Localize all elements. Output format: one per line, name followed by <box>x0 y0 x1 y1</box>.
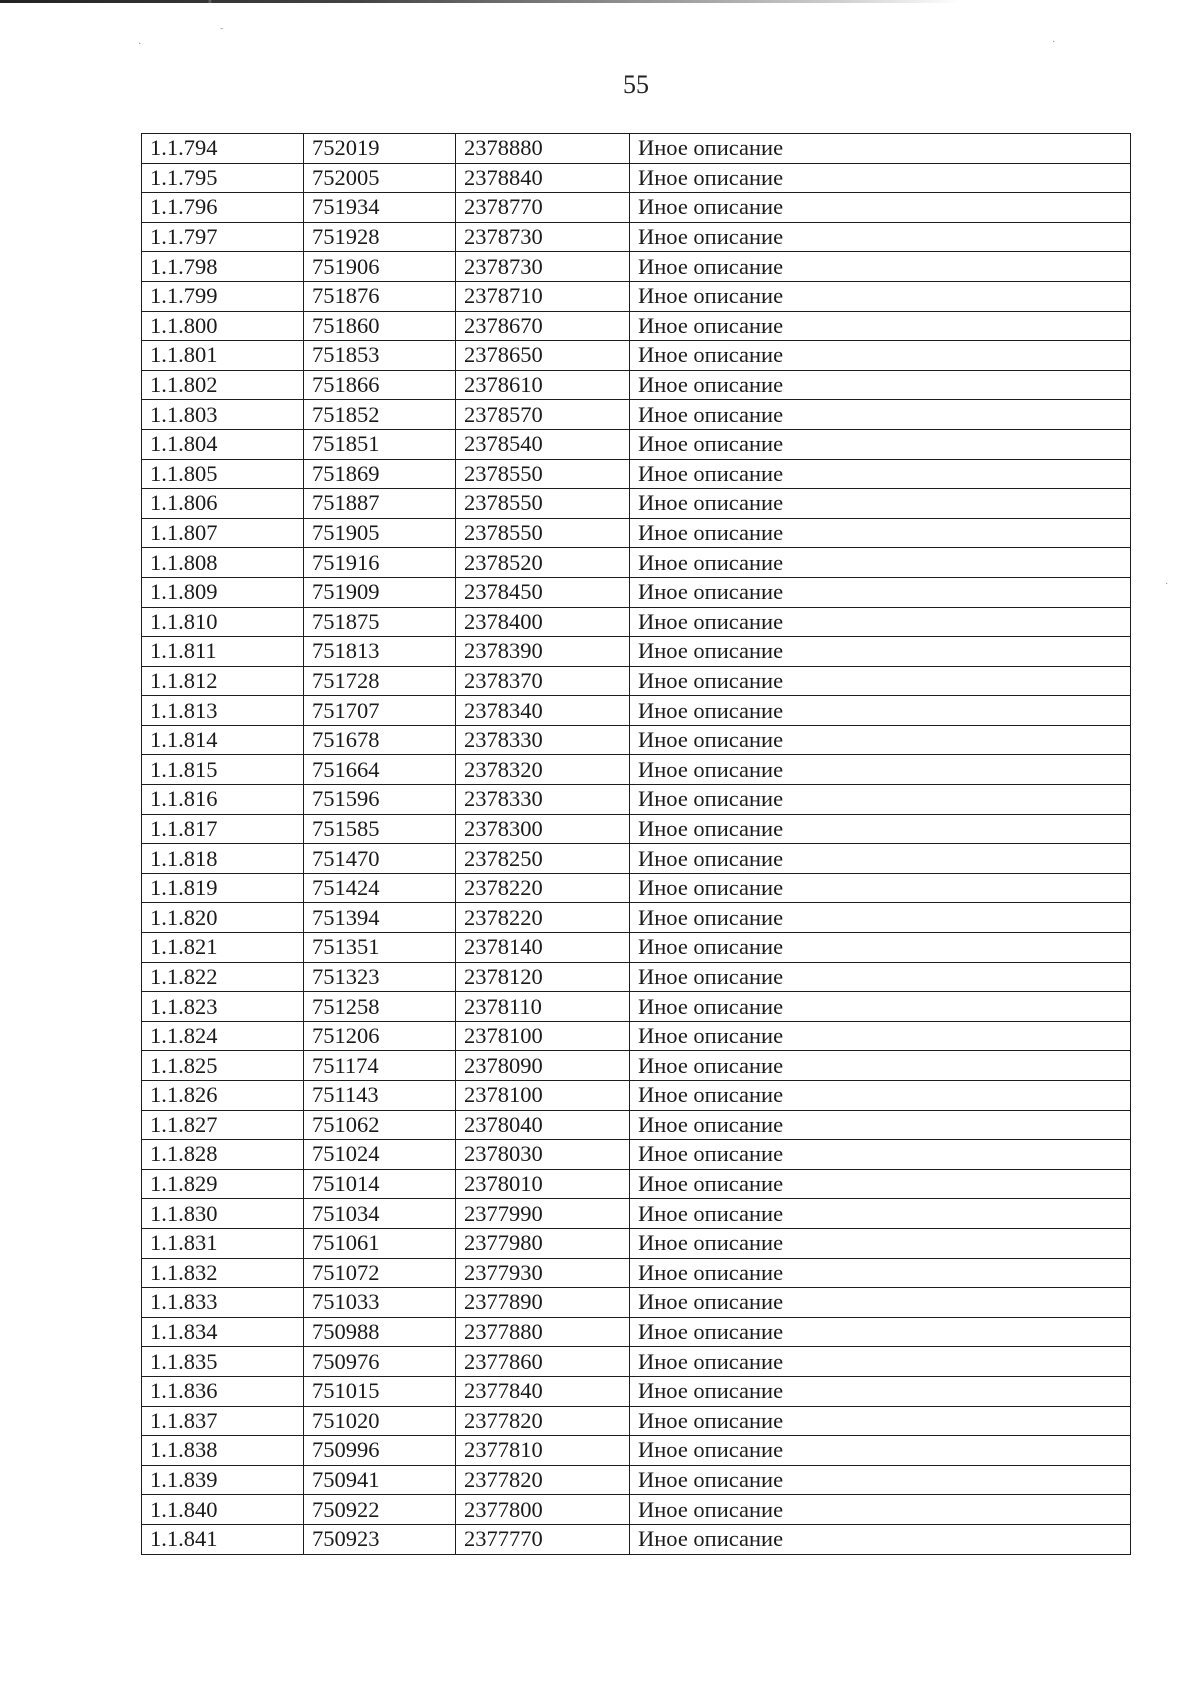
coordinates-table <box>141 133 1131 1555</box>
point-number-cell: 1.1.839 <box>142 1465 304 1495</box>
description-cell: Иное описание <box>630 1110 1131 1140</box>
point-number-cell: 1.1.822 <box>142 962 304 992</box>
table-row <box>142 1169 1131 1199</box>
y-coordinate-cell: 2378450 <box>456 577 630 607</box>
table-row <box>142 873 1131 903</box>
point-number-cell: 1.1.802 <box>142 370 304 400</box>
x-coordinate-cell: 752019 <box>304 134 456 164</box>
table-row <box>142 163 1131 193</box>
x-coordinate-cell: 751585 <box>304 814 456 844</box>
description-cell: Иное описание <box>630 1021 1131 1051</box>
point-number-cell: 1.1.799 <box>142 281 304 311</box>
table-row <box>142 311 1131 341</box>
y-coordinate-cell: 2378650 <box>456 341 630 371</box>
point-number-cell: 1.1.820 <box>142 903 304 933</box>
table-row <box>142 459 1131 489</box>
y-coordinate-cell: 2378100 <box>456 1081 630 1111</box>
y-coordinate-cell: 2378320 <box>456 755 630 785</box>
y-coordinate-cell: 2378120 <box>456 962 630 992</box>
point-number-cell: 1.1.837 <box>142 1406 304 1436</box>
point-number-cell: 1.1.795 <box>142 163 304 193</box>
y-coordinate-cell: 2378550 <box>456 459 630 489</box>
description-cell: Иное описание <box>630 992 1131 1022</box>
description-cell: Иное описание <box>630 1199 1131 1229</box>
table-row <box>142 1317 1131 1347</box>
table-row <box>142 134 1131 164</box>
table-row <box>142 1081 1131 1111</box>
description-cell: Иное описание <box>630 341 1131 371</box>
x-coordinate-cell: 751072 <box>304 1258 456 1288</box>
point-number-cell: 1.1.794 <box>142 134 304 164</box>
description-cell: Иное описание <box>630 134 1131 164</box>
point-number-cell: 1.1.830 <box>142 1199 304 1229</box>
x-coordinate-cell: 751206 <box>304 1021 456 1051</box>
point-number-cell: 1.1.831 <box>142 1228 304 1258</box>
description-cell: Иное описание <box>630 637 1131 667</box>
x-coordinate-cell: 750996 <box>304 1436 456 1466</box>
y-coordinate-cell: 2378400 <box>456 607 630 637</box>
point-number-cell: 1.1.813 <box>142 696 304 726</box>
table-row <box>142 193 1131 223</box>
description-cell: Иное описание <box>630 459 1131 489</box>
description-cell: Иное описание <box>630 577 1131 607</box>
y-coordinate-cell: 2378730 <box>456 252 630 282</box>
point-number-cell: 1.1.815 <box>142 755 304 785</box>
point-number-cell: 1.1.800 <box>142 311 304 341</box>
x-coordinate-cell: 751351 <box>304 933 456 963</box>
x-coordinate-cell: 751813 <box>304 637 456 667</box>
x-coordinate-cell: 751853 <box>304 341 456 371</box>
x-coordinate-cell: 752005 <box>304 163 456 193</box>
y-coordinate-cell: 2378550 <box>456 489 630 519</box>
y-coordinate-cell: 2377890 <box>456 1288 630 1318</box>
description-cell: Иное описание <box>630 429 1131 459</box>
x-coordinate-cell: 750922 <box>304 1495 456 1525</box>
table-row <box>142 1376 1131 1406</box>
description-cell: Иное описание <box>630 489 1131 519</box>
point-number-cell: 1.1.806 <box>142 489 304 519</box>
scan-artifact-mark: · <box>1052 37 1056 48</box>
y-coordinate-cell: 2377990 <box>456 1199 630 1229</box>
description-cell: Иное описание <box>630 666 1131 696</box>
x-coordinate-cell: 751934 <box>304 193 456 223</box>
description-cell: Иное описание <box>630 281 1131 311</box>
table-row <box>142 1347 1131 1377</box>
point-number-cell: 1.1.832 <box>142 1258 304 1288</box>
x-coordinate-cell: 751728 <box>304 666 456 696</box>
description-cell: Иное описание <box>630 1376 1131 1406</box>
x-coordinate-cell: 751061 <box>304 1228 456 1258</box>
table-row <box>142 1199 1131 1229</box>
table-row <box>142 725 1131 755</box>
y-coordinate-cell: 2378090 <box>456 1051 630 1081</box>
point-number-cell: 1.1.798 <box>142 252 304 282</box>
point-number-cell: 1.1.796 <box>142 193 304 223</box>
coordinates-table-body <box>142 134 1131 1555</box>
y-coordinate-cell: 2378540 <box>456 429 630 459</box>
description-cell: Иное описание <box>630 1495 1131 1525</box>
page-number: 55 <box>623 70 649 99</box>
description-cell: Иное описание <box>630 962 1131 992</box>
point-number-cell: 1.1.819 <box>142 873 304 903</box>
point-number-cell: 1.1.803 <box>142 400 304 430</box>
description-cell: Иное описание <box>630 1436 1131 1466</box>
table-row <box>142 429 1131 459</box>
description-cell: Иное описание <box>630 903 1131 933</box>
y-coordinate-cell: 2378040 <box>456 1110 630 1140</box>
y-coordinate-cell: 2378390 <box>456 637 630 667</box>
description-cell: Иное описание <box>630 400 1131 430</box>
point-number-cell: 1.1.827 <box>142 1110 304 1140</box>
point-number-cell: 1.1.804 <box>142 429 304 459</box>
x-coordinate-cell: 751869 <box>304 459 456 489</box>
x-coordinate-cell: 750941 <box>304 1465 456 1495</box>
point-number-cell: 1.1.818 <box>142 844 304 874</box>
table-row <box>142 755 1131 785</box>
table-row <box>142 607 1131 637</box>
point-number-cell: 1.1.838 <box>142 1436 304 1466</box>
x-coordinate-cell: 750988 <box>304 1317 456 1347</box>
table-row <box>142 1228 1131 1258</box>
description-cell: Иное описание <box>630 311 1131 341</box>
x-coordinate-cell: 751024 <box>304 1140 456 1170</box>
x-coordinate-cell: 750976 <box>304 1347 456 1377</box>
table-row <box>142 281 1131 311</box>
point-number-cell: 1.1.817 <box>142 814 304 844</box>
y-coordinate-cell: 2377840 <box>456 1376 630 1406</box>
point-number-cell: 1.1.814 <box>142 725 304 755</box>
x-coordinate-cell: 751470 <box>304 844 456 874</box>
y-coordinate-cell: 2377770 <box>456 1524 630 1554</box>
table-row <box>142 518 1131 548</box>
x-coordinate-cell: 751852 <box>304 400 456 430</box>
point-number-cell: 1.1.810 <box>142 607 304 637</box>
point-number-cell: 1.1.840 <box>142 1495 304 1525</box>
y-coordinate-cell: 2378220 <box>456 873 630 903</box>
table-row <box>142 637 1131 667</box>
description-cell: Иное описание <box>630 725 1131 755</box>
x-coordinate-cell: 751174 <box>304 1051 456 1081</box>
x-coordinate-cell: 751678 <box>304 725 456 755</box>
description-cell: Иное описание <box>630 163 1131 193</box>
y-coordinate-cell: 2378140 <box>456 933 630 963</box>
description-cell: Иное описание <box>630 370 1131 400</box>
x-coordinate-cell: 751062 <box>304 1110 456 1140</box>
point-number-cell: 1.1.833 <box>142 1288 304 1318</box>
y-coordinate-cell: 2377980 <box>456 1228 630 1258</box>
description-cell: Иное описание <box>630 844 1131 874</box>
table-row <box>142 1524 1131 1554</box>
y-coordinate-cell: 2378730 <box>456 222 630 252</box>
description-cell: Иное описание <box>630 1140 1131 1170</box>
point-number-cell: 1.1.824 <box>142 1021 304 1051</box>
description-cell: Иное описание <box>630 548 1131 578</box>
y-coordinate-cell: 2378880 <box>456 134 630 164</box>
x-coordinate-cell: 751906 <box>304 252 456 282</box>
table-row <box>142 666 1131 696</box>
description-cell: Иное описание <box>630 1228 1131 1258</box>
x-coordinate-cell: 751875 <box>304 607 456 637</box>
description-cell: Иное описание <box>630 1051 1131 1081</box>
description-cell: Иное описание <box>630 1524 1131 1554</box>
y-coordinate-cell: 2378520 <box>456 548 630 578</box>
table-row <box>142 1140 1131 1170</box>
description-cell: Иное описание <box>630 785 1131 815</box>
table-row <box>142 1465 1131 1495</box>
point-number-cell: 1.1.801 <box>142 341 304 371</box>
x-coordinate-cell: 751916 <box>304 548 456 578</box>
y-coordinate-cell: 2378330 <box>456 725 630 755</box>
x-coordinate-cell: 751323 <box>304 962 456 992</box>
y-coordinate-cell: 2378710 <box>456 281 630 311</box>
point-number-cell: 1.1.805 <box>142 459 304 489</box>
description-cell: Иное описание <box>630 222 1131 252</box>
y-coordinate-cell: 2378610 <box>456 370 630 400</box>
y-coordinate-cell: 2378330 <box>456 785 630 815</box>
description-cell: Иное описание <box>630 696 1131 726</box>
x-coordinate-cell: 751034 <box>304 1199 456 1229</box>
x-coordinate-cell: 751033 <box>304 1288 456 1318</box>
point-number-cell: 1.1.826 <box>142 1081 304 1111</box>
x-coordinate-cell: 751394 <box>304 903 456 933</box>
point-number-cell: 1.1.812 <box>142 666 304 696</box>
y-coordinate-cell: 2378550 <box>456 518 630 548</box>
table-row <box>142 400 1131 430</box>
point-number-cell: 1.1.823 <box>142 992 304 1022</box>
table-row <box>142 1288 1131 1318</box>
table-row <box>142 370 1131 400</box>
x-coordinate-cell: 750923 <box>304 1524 456 1554</box>
x-coordinate-cell: 751424 <box>304 873 456 903</box>
x-coordinate-cell: 751866 <box>304 370 456 400</box>
x-coordinate-cell: 751596 <box>304 785 456 815</box>
point-number-cell: 1.1.821 <box>142 933 304 963</box>
table-row <box>142 696 1131 726</box>
description-cell: Иное описание <box>630 518 1131 548</box>
description-cell: Иное описание <box>630 607 1131 637</box>
table-row <box>142 548 1131 578</box>
x-coordinate-cell: 751851 <box>304 429 456 459</box>
point-number-cell: 1.1.797 <box>142 222 304 252</box>
point-number-cell: 1.1.808 <box>142 548 304 578</box>
point-number-cell: 1.1.807 <box>142 518 304 548</box>
scan-artifact-mark: · <box>138 39 142 50</box>
table-row <box>142 1021 1131 1051</box>
x-coordinate-cell: 751664 <box>304 755 456 785</box>
y-coordinate-cell: 2378110 <box>456 992 630 1022</box>
point-number-cell: 1.1.825 <box>142 1051 304 1081</box>
description-cell: Иное описание <box>630 755 1131 785</box>
y-coordinate-cell: 2378670 <box>456 311 630 341</box>
description-cell: Иное описание <box>630 1317 1131 1347</box>
y-coordinate-cell: 2378840 <box>456 163 630 193</box>
table-row <box>142 1258 1131 1288</box>
point-number-cell: 1.1.809 <box>142 577 304 607</box>
y-coordinate-cell: 2378570 <box>456 400 630 430</box>
description-cell: Иное описание <box>630 1288 1131 1318</box>
table-row <box>142 1110 1131 1140</box>
table-row <box>142 222 1131 252</box>
table-row <box>142 252 1131 282</box>
scan-top-edge <box>0 0 1200 3</box>
y-coordinate-cell: 2377820 <box>456 1406 630 1436</box>
description-cell: Иное описание <box>630 1258 1131 1288</box>
y-coordinate-cell: 2378100 <box>456 1021 630 1051</box>
y-coordinate-cell: 2377810 <box>456 1436 630 1466</box>
y-coordinate-cell: 2378770 <box>456 193 630 223</box>
x-coordinate-cell: 751015 <box>304 1376 456 1406</box>
description-cell: Иное описание <box>630 814 1131 844</box>
table-row <box>142 844 1131 874</box>
x-coordinate-cell: 751707 <box>304 696 456 726</box>
table-row <box>142 577 1131 607</box>
scan-artifact-mark: ˜ <box>220 27 224 38</box>
description-cell: Иное описание <box>630 1347 1131 1377</box>
x-coordinate-cell: 751860 <box>304 311 456 341</box>
table-row <box>142 489 1131 519</box>
table-row <box>142 903 1131 933</box>
table-row <box>142 933 1131 963</box>
point-number-cell: 1.1.811 <box>142 637 304 667</box>
y-coordinate-cell: 2378010 <box>456 1169 630 1199</box>
table-row <box>142 992 1131 1022</box>
description-cell: Иное описание <box>630 933 1131 963</box>
x-coordinate-cell: 751928 <box>304 222 456 252</box>
description-cell: Иное описание <box>630 252 1131 282</box>
table-row <box>142 1436 1131 1466</box>
x-coordinate-cell: 751909 <box>304 577 456 607</box>
x-coordinate-cell: 751876 <box>304 281 456 311</box>
y-coordinate-cell: 2377860 <box>456 1347 630 1377</box>
y-coordinate-cell: 2378250 <box>456 844 630 874</box>
x-coordinate-cell: 751905 <box>304 518 456 548</box>
point-number-cell: 1.1.829 <box>142 1169 304 1199</box>
table-row <box>142 785 1131 815</box>
y-coordinate-cell: 2378370 <box>456 666 630 696</box>
scan-artifact-mark: ˟ <box>208 0 212 10</box>
table-row <box>142 1495 1131 1525</box>
y-coordinate-cell: 2377880 <box>456 1317 630 1347</box>
table-row <box>142 341 1131 371</box>
point-number-cell: 1.1.816 <box>142 785 304 815</box>
x-coordinate-cell: 751258 <box>304 992 456 1022</box>
scan-artifact-mark: · <box>1165 579 1169 590</box>
y-coordinate-cell: 2378030 <box>456 1140 630 1170</box>
y-coordinate-cell: 2377820 <box>456 1465 630 1495</box>
y-coordinate-cell: 2378340 <box>456 696 630 726</box>
table-row <box>142 814 1131 844</box>
description-cell: Иное описание <box>630 193 1131 223</box>
table-row <box>142 962 1131 992</box>
y-coordinate-cell: 2377800 <box>456 1495 630 1525</box>
y-coordinate-cell: 2377930 <box>456 1258 630 1288</box>
y-coordinate-cell: 2378300 <box>456 814 630 844</box>
description-cell: Иное описание <box>630 1406 1131 1436</box>
description-cell: Иное описание <box>630 1169 1131 1199</box>
x-coordinate-cell: 751014 <box>304 1169 456 1199</box>
point-number-cell: 1.1.828 <box>142 1140 304 1170</box>
y-coordinate-cell: 2378220 <box>456 903 630 933</box>
point-number-cell: 1.1.834 <box>142 1317 304 1347</box>
point-number-cell: 1.1.836 <box>142 1376 304 1406</box>
point-number-cell: 1.1.835 <box>142 1347 304 1377</box>
description-cell: Иное описание <box>630 873 1131 903</box>
description-cell: Иное описание <box>630 1081 1131 1111</box>
point-number-cell: 1.1.841 <box>142 1524 304 1554</box>
table-row <box>142 1406 1131 1436</box>
table-row <box>142 1051 1131 1081</box>
x-coordinate-cell: 751020 <box>304 1406 456 1436</box>
description-cell: Иное описание <box>630 1465 1131 1495</box>
x-coordinate-cell: 751887 <box>304 489 456 519</box>
x-coordinate-cell: 751143 <box>304 1081 456 1111</box>
